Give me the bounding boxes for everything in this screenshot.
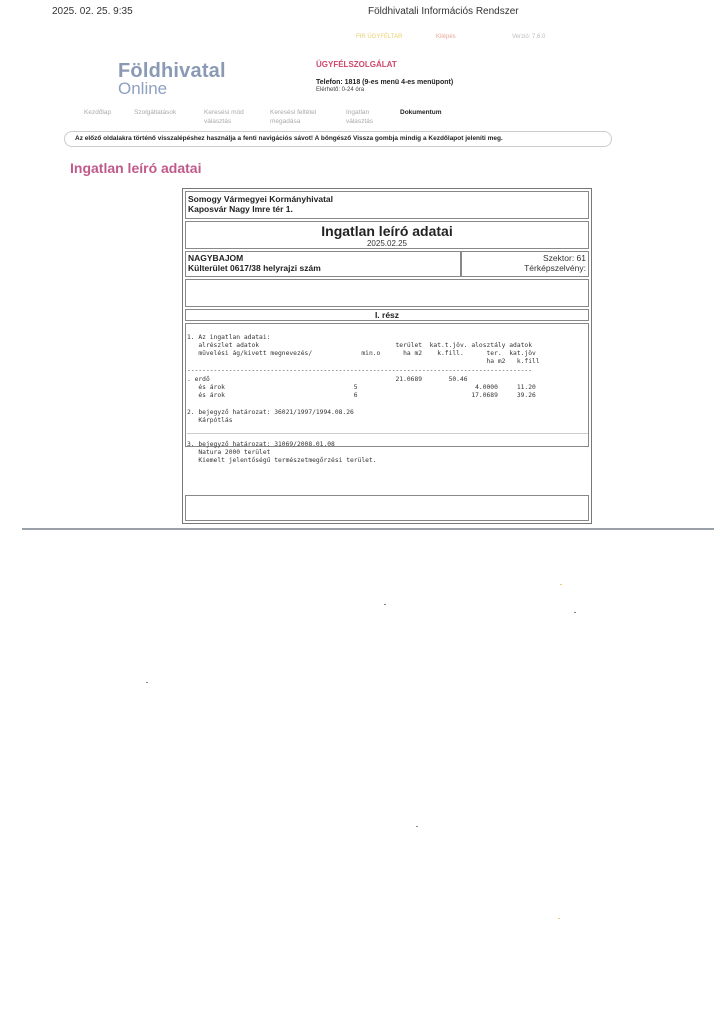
menu-search-mode-label: Keresési mód — [204, 109, 244, 116]
menu-services[interactable] — [134, 108, 176, 117]
property-document — [182, 188, 592, 524]
customer-service-phone: Telefon: 1818 (9-es menü 4-es menüpont) — [316, 79, 454, 86]
scan-speck — [146, 682, 148, 683]
document-title: Ingatlan leíró adatai — [321, 223, 453, 239]
scan-speck — [384, 604, 386, 605]
customer-service — [316, 60, 453, 93]
menu-search-criteria-label: Keresési feltétel — [270, 109, 317, 116]
foldhivatal-logo[interactable] — [118, 62, 226, 98]
parcel-number: Külterület 0617/38 helyrajzi szám — [188, 263, 321, 273]
customer-service-hours: Elérhető: 0-24 óra — [316, 87, 365, 93]
dash-line: ------------------------------------------------------------------------------------------- — [187, 367, 532, 374]
settlement-name: NAGYBAJOM — [188, 253, 244, 263]
system-title: Földhivatali Információs Rendszer — [368, 6, 519, 17]
empty-box — [185, 279, 589, 307]
document-title-box — [185, 221, 589, 249]
part-label: I. rész — [374, 310, 400, 320]
menu-property-select-label2: választás — [346, 118, 374, 125]
menu-document[interactable] — [400, 108, 442, 117]
map-sheet: Térképszelvény: — [524, 263, 586, 273]
menu-property-select-label: Ingatlan — [346, 109, 370, 116]
page-title: Ingatlan leíró adatai — [70, 160, 202, 176]
part-content — [185, 323, 589, 464]
office-box — [185, 191, 589, 219]
footer-box — [185, 495, 589, 521]
menu-property-select[interactable] — [346, 108, 373, 126]
sector: Szektor: 61 — [543, 253, 586, 263]
page-separator — [22, 528, 714, 530]
section-divider — [187, 433, 588, 434]
navigation-notice: Az előző oldalakra történő visszalépéshez használja a fenti navigációs sávot! A böngésző Vissza gombja mindig a Kezdőlapot jeleníti meg. — [64, 131, 612, 147]
menu-document-label: Dokumentum — [400, 109, 442, 116]
menu-search-mode[interactable] — [204, 108, 244, 126]
menu-search-criteria[interactable] — [270, 108, 316, 126]
office-address: Kaposvár Nagy Imre tér 1. — [188, 204, 293, 214]
logout-link[interactable]: Kilépés — [436, 34, 456, 40]
print-datetime: 2025. 02. 25. 9:35 — [52, 6, 133, 17]
version-label: Verzió: 7.6.0 — [512, 34, 546, 40]
scan-speck — [560, 584, 562, 585]
scan-speck — [416, 826, 418, 827]
section1-rows: . erdő 21.0689 50.46 és árok 5 4.0000 11.20 és árok 6 17.0689 39.26 — [187, 376, 536, 399]
section1-header: 1. Az ingatlan adatai: alrészlet adatok terület kat.t.jöv. alosztály adatok művelési ág/kivett megnevezés/ min.o ha m2 k.fill. ter. kat.jöv ha m2 k.fill — [187, 334, 540, 365]
logo-line1: Földhivatal — [118, 60, 226, 82]
fir-link[interactable]: FIR ÜGYFÉLTAR — [356, 34, 403, 40]
menu-services-label: Szolgáltatások — [134, 109, 177, 116]
part-header — [185, 309, 589, 321]
section3: 3. bejegyző határozat: 31069/2008.01.08 Natura 2000 terület Kiemelt jelentőségű természetmegőrzési terület. — [187, 441, 377, 464]
menu-home-label: Kezdőlap — [84, 109, 112, 116]
logo-line2: Online — [118, 79, 168, 98]
menu-home[interactable] — [84, 108, 111, 117]
office-name: Somogy Vármegyei Kormányhivatal — [188, 194, 334, 204]
customer-service-title: ÜGYFÉLSZOLGÁLAT — [316, 60, 397, 69]
parcel-box — [185, 251, 461, 277]
menu-search-mode-label2: választás — [204, 118, 232, 125]
sector-box — [461, 251, 589, 277]
scan-speck — [558, 918, 560, 919]
section2: 2. bejegyző határozat: 36021/1997/1994.08.26 Kárpótlás — [187, 409, 354, 424]
scan-speck — [574, 612, 576, 613]
menu-search-criteria-label2: megadása — [270, 118, 301, 125]
document-date: 2025.02.25 — [366, 239, 408, 248]
